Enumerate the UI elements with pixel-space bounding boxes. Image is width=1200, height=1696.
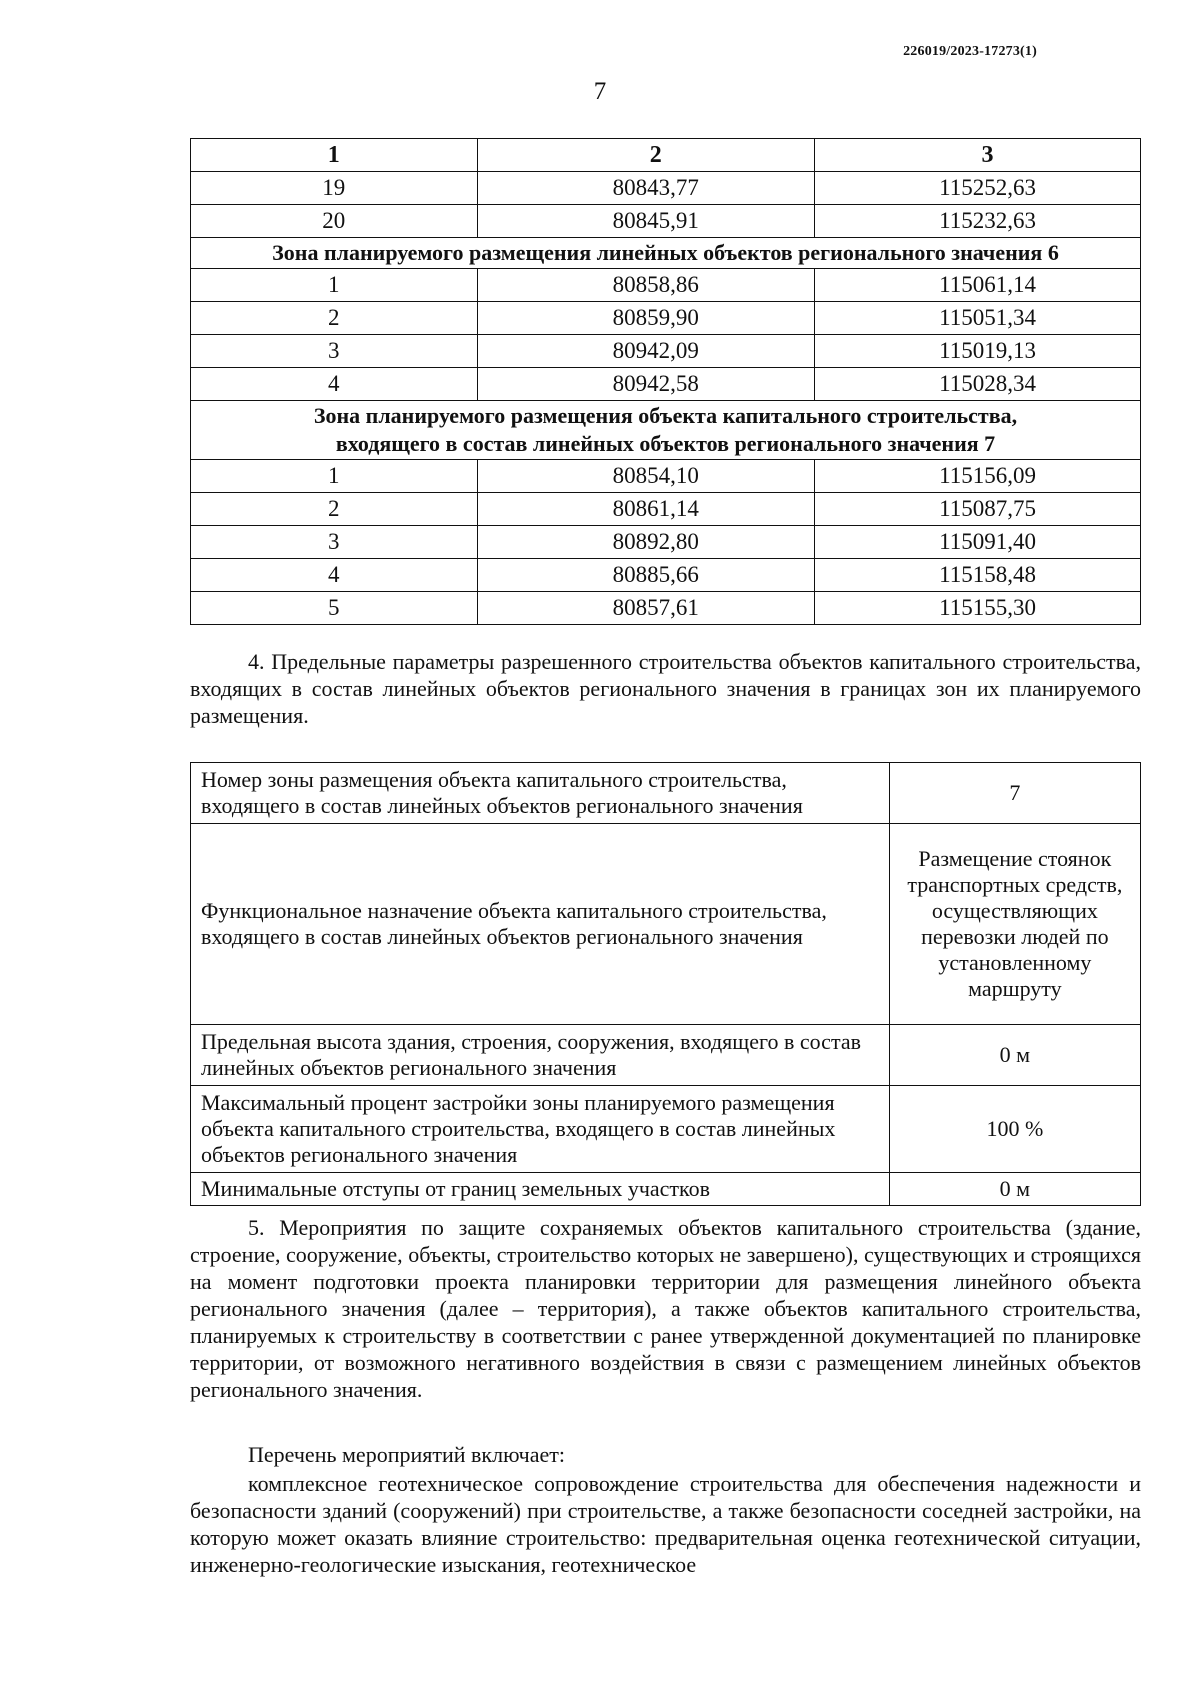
parameter-label: Номер зоны размещения объекта капитального строительства, входящего в состав линейных объектов регионального значения [191, 763, 890, 824]
table-header-row [191, 139, 1141, 172]
section-4-paragraph: 4. Предельные параметры разрешенного строительства объектов капитального строительства, входящих в состав линейных объектов регионального значения в границах зон их планируемого размещения. [190, 649, 1141, 728]
zone-heading-row [191, 238, 1141, 269]
table-row [191, 368, 1141, 401]
coordinate-y: 115019,13 [815, 335, 1141, 368]
coordinate-y: 115252,63 [815, 172, 1141, 205]
coordinate-x: 80845,91 [477, 205, 815, 238]
column-header: 3 [815, 139, 1141, 172]
table-row [191, 559, 1141, 592]
parameter-label: Функциональное назначение объекта капитального строительства, входящего в состав линейных объектов регионального значения [191, 824, 890, 1025]
coordinate-y: 115155,30 [815, 592, 1141, 625]
column-header: 1 [191, 139, 478, 172]
point-number: 19 [191, 172, 478, 205]
parameter-value: 7 [889, 763, 1140, 824]
parameter-label: Предельная высота здания, строения, сооружения, входящего в состав линейных объектов регионального значения [191, 1025, 890, 1086]
parameter-label: Максимальный процент застройки зоны планируемого размещения объекта капитального строительства, входящего в состав линейных объектов регионального значения [191, 1086, 890, 1173]
coordinate-y: 115091,40 [815, 526, 1141, 559]
column-header: 2 [477, 139, 815, 172]
page-number: 7 [593, 78, 607, 105]
zone-7-title [191, 401, 1141, 460]
table-row [191, 1173, 1141, 1206]
point-number: 2 [191, 493, 478, 526]
point-number: 1 [191, 460, 478, 493]
coordinate-x: 80861,14 [477, 493, 815, 526]
table-row [191, 592, 1141, 625]
coordinate-y: 115158,48 [815, 559, 1141, 592]
point-number: 4 [191, 368, 478, 401]
point-number: 3 [191, 526, 478, 559]
parameter-label: Минимальные отступы от границ земельных участков [191, 1173, 890, 1206]
coordinate-x: 80942,58 [477, 368, 815, 401]
table-row [191, 205, 1141, 238]
parameter-value: 100 % [889, 1086, 1140, 1173]
parameter-value: 0 м [889, 1025, 1140, 1086]
point-number: 3 [191, 335, 478, 368]
point-number: 2 [191, 302, 478, 335]
table-row [191, 1025, 1141, 1086]
table-row [191, 493, 1141, 526]
table-row [191, 172, 1141, 205]
table-row [191, 1086, 1141, 1173]
coordinate-y: 115232,63 [815, 205, 1141, 238]
coordinate-x: 80859,90 [477, 302, 815, 335]
coordinate-x: 80857,61 [477, 592, 815, 625]
document-id: 226019/2023-17273(1) [903, 44, 1037, 59]
section-5-paragraph: 5. Мероприятия по защите сохраняемых объектов капитального строительства (здание, строение, сооружение, объекты, строительство которых не завершено), существующих и строящихся на момент подготовки проекта планировки территории для размещения линейного объекта регионального значения (далее – территория), а также объектов капитального строительства, планируемых к строительству в соответствии с ранее утвержденной документацией по планировке территории, от возможного негативного воздействия в связи с размещением линейных объектов регионального значения. [190, 1215, 1141, 1402]
coordinate-y: 115061,14 [815, 269, 1141, 302]
table-row [191, 269, 1141, 302]
coordinate-x: 80843,77 [477, 172, 815, 205]
point-number: 4 [191, 559, 478, 592]
parameter-value: Размещение стоянок транспортных средств, осуществляющих перевозки людей по установленному маршруту [889, 824, 1140, 1025]
point-number: 5 [191, 592, 478, 625]
table-row [191, 526, 1141, 559]
zone-7-title-line1: Зона планируемого размещения объекта капитального строительства, [313, 403, 1018, 428]
point-number: 1 [191, 269, 478, 302]
zone-6-title: Зона планируемого размещения линейных объектов регионального значения 6 [191, 238, 1141, 269]
coordinate-x: 80942,09 [477, 335, 815, 368]
measures-paragraph: комплексное геотехническое сопровождение строительства для обеспечения надежности и безопасности зданий (сооружений) при строительстве, а также безопасности соседней застройки, на которую может оказать влияние строительство: предварительная оценка геотехнической ситуации, инженерно-геологические изыскания, геотехническое [190, 1471, 1141, 1577]
coordinate-x: 80892,80 [477, 526, 815, 559]
coordinate-y: 115028,34 [815, 368, 1141, 401]
coordinates-table [190, 138, 1141, 625]
parameter-value: 0 м [889, 1173, 1140, 1206]
coordinate-y: 115087,75 [815, 493, 1141, 526]
coordinate-x: 80858,86 [477, 269, 815, 302]
point-number: 20 [191, 205, 478, 238]
table-row [191, 302, 1141, 335]
measures-list-intro: Перечень мероприятий включает: [248, 1442, 565, 1467]
coordinate-x: 80885,66 [477, 559, 815, 592]
coordinate-y: 115156,09 [815, 460, 1141, 493]
table-row [191, 460, 1141, 493]
table-row [191, 335, 1141, 368]
zone-7-title-line2: входящего в состав линейных объектов регионального значения 7 [335, 431, 996, 456]
coordinate-x: 80854,10 [477, 460, 815, 493]
coordinate-y: 115051,34 [815, 302, 1141, 335]
table-row [191, 763, 1141, 824]
table-row [191, 824, 1141, 1025]
zone-heading-row [191, 401, 1141, 460]
parameters-table [190, 762, 1141, 1206]
